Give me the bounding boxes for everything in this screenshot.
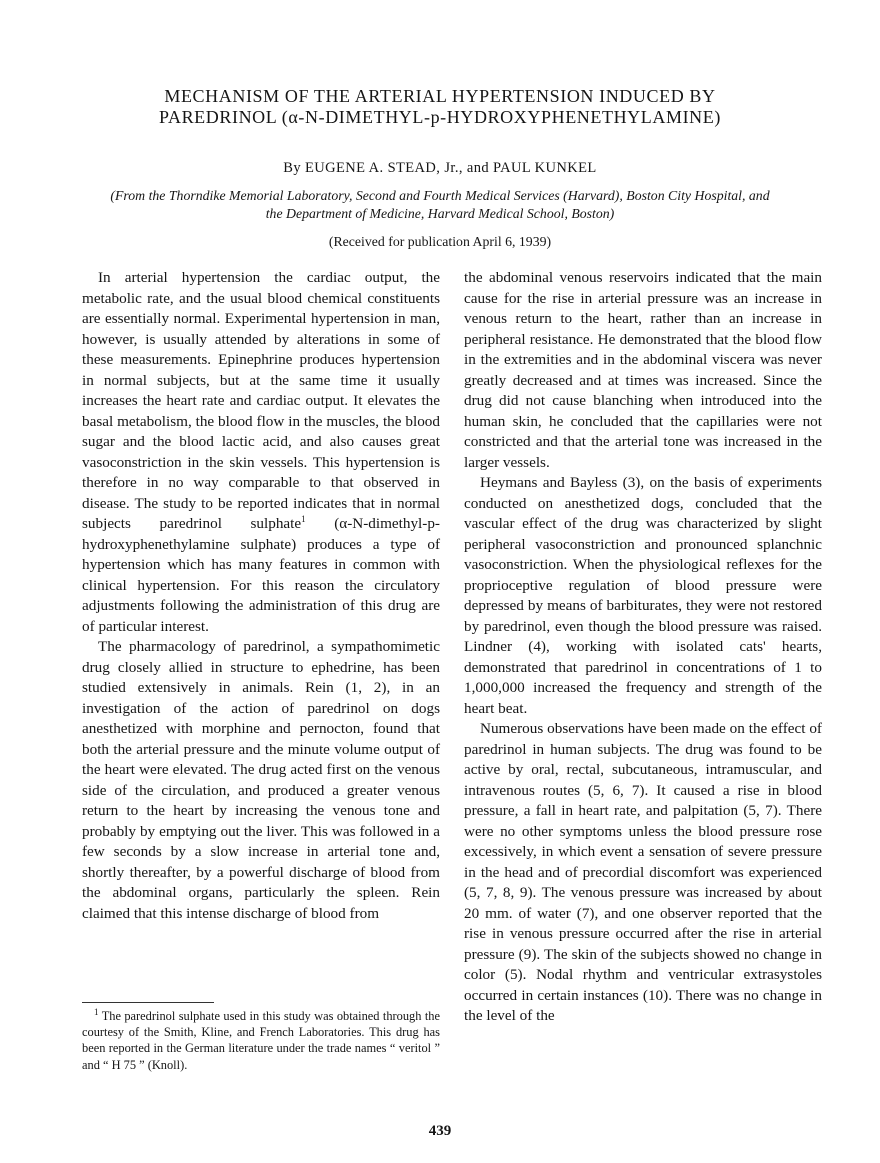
left-paragraph-2: The pharmacology of paredrinol, a sympathomimetic drug closely allied in structure to ephedrine, has been studied extensively in animals. Rein (1, 2), in an investigation of the action of paredrinol on dogs anesthetized with morphine and pernocton, found that both the arterial pressure and the minute volume output of the heart were elevated. The drug acted first on the venous side of the circulation, and produced a greater venous return to the heart by increasing the venous tone and probably by emptying out the liver. This was followed in a few seconds by a slow increase in arterial tone and, shortly thereafter, by a powerful discharge of blood from the abdominal organs, particularly the spleen. Rein claimed that this intense discharge of blood from [82, 638, 440, 922]
page-number: 439 [428, 1123, 452, 1139]
received-date: (Received for publication April 6, 1939) [328, 234, 552, 249]
article-authors: By EUGENE A. STEAD, Jr., and PAUL KUNKEL [283, 160, 597, 176]
footnote-text: The paredrinol sulphate used in this study was obtained through the courtesy of the Smith, Kline, and French Laboratories. This drug has been reported in the German literature under the trade names “ veritol ” and “ H 75 ” (Knoll). [82, 1009, 440, 1072]
footnote-reference: 1 [301, 513, 306, 524]
left-paragraph-1-tail: (α-N-dimethyl-p-hydroxyphenethylamine sulphate) produces a type of hypertension which has many features in common with clinical hypertension. For this reason the circulatory adjustments following the administration of this drug are of particular interest. [82, 515, 440, 635]
right-paragraph-3: Numerous observations have been made on the effect of paredrinol in human subjects. The drug was found to be active by oral, rectal, subcutaneous, intramuscular, and intravenous routes (5, 6, 7). It caused a rise in blood pressure, a fall in heart rate, and palpitation (5, 7). There were no other symptoms unless the blood pressure rose excessively, in which event a sensation of severe pressure in the head and of precordial discomfort was experienced (5, 7, 8, 9). The venous pressure was increased by about 20 mm. of water (7), and one observer reported that the rise in venous pressure occurred after the rise in arterial pressure (9). The skin of the subjects showed no change in color (5). Nodal rhythm and ventricular extrasystoles occurred in certain instances (10). There was no change in the level of the [464, 720, 822, 1024]
right-column [464, 268, 822, 1027]
left-paragraph-1 [82, 268, 440, 637]
left-paragraph-1-text: In arterial hypertension the cardiac output, the metabolic rate, and the usual blood chemical constituents are essentially normal. Experimental hypertension in man, however, is usually attended by alterations in some of these measurements. Epinephrine produces hypertension in normal subjects, but at the same time it usually increases the heart rate and cardiac output. It elevates the basal metabolism, the blood flow in the muscles, the blood sugar and the blood lactic acid, and also causes great vasoconstriction in the skin vessels. This hypertension is therefore in no way comparable to that observed in disease. The study to be reported indicates that in normal subjects paredrinol sulphate [82, 269, 440, 532]
right-paragraph-1: the abdominal venous reservoirs indicated that the main cause for the rise in arterial pressure was an increase in venous return to the heart, rather than an increase in peripheral resistance. He demonstrated that the blood flow in the extremities and in the abdominal viscera was never greatly decreased and at times was increased. Since the drug did not cause blanching when introduced into the human skin, he concluded that the capillaries were not constricted and that the arterial tone was increased in the larger vessels. [464, 269, 822, 471]
author-affiliation: (From the Thorndike Memorial Laboratory, Second and Fourth Medical Services (Harvard), Boston City Hospital, and the Department of Medicine, Harvard Medical School, Boston) [110, 188, 770, 221]
footnote-divider [82, 1002, 214, 1003]
footnote [82, 1008, 440, 1073]
footnote-paragraph [82, 1008, 440, 1073]
article-title: MECHANISM OF THE ARTERIAL HYPERTENSION INDUCED BY PAREDRINOL (α-N-DIMETHYL-p-HYDROXYPHENETHYLAMINE) [159, 86, 721, 127]
right-paragraph-2: Heymans and Bayless (3), on the basis of experiments conducted on anesthetized dogs, concluded that the vascular effect of the drug was characterized by slight peripheral vasoconstriction and pronounced splanchnic vasoconstriction. When the physiological reflexes for the proprioceptive regulation of blood pressure were depressed by means of barbiturates, they were not restored by paredrinol, even though the blood pressure was raised. Lindner (4), working with isolated cats' hearts, demonstrated that paredrinol in concentrations of 1 to 1,000,000 increased the frequency and strength of the heart beat. [464, 474, 822, 717]
footnote-mark: 1 [94, 1006, 99, 1017]
left-column [82, 268, 440, 924]
